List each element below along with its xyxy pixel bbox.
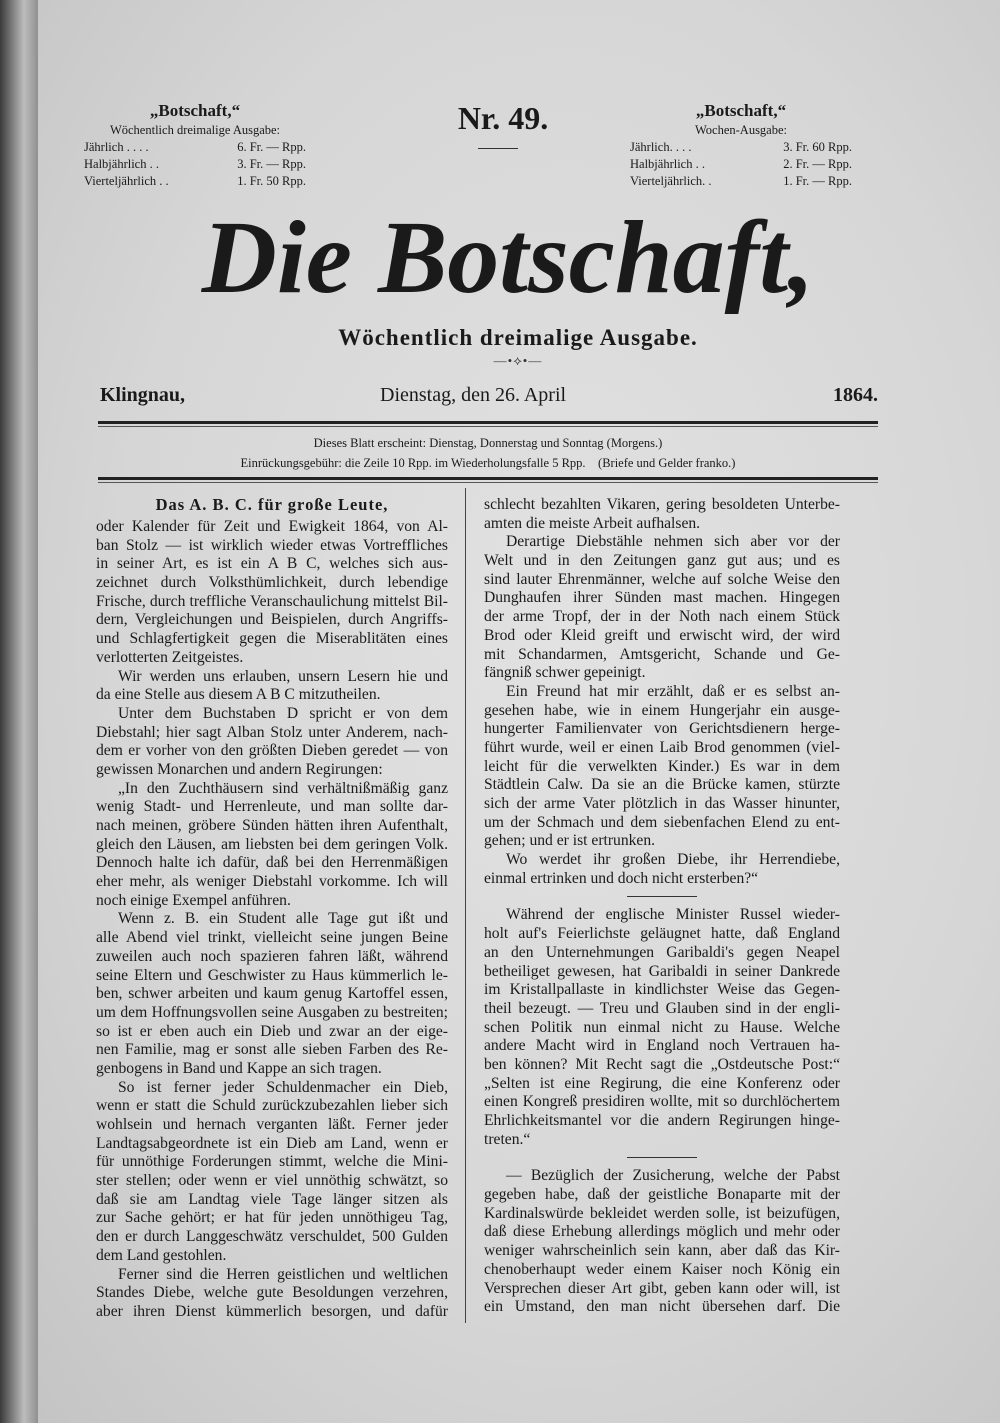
price-value: 3. Fr. 60 Rpp.	[783, 140, 852, 154]
dateline	[100, 384, 878, 410]
text-line: „In den Zuchthäusern sind verhältnißmäßig ganz	[118, 779, 448, 797]
text-line: gewissen Monarchen und andern Regirungen:	[96, 760, 383, 778]
text-line: ben können? Mit Recht sagt die „Ostdeutsche Post:“	[484, 1055, 840, 1073]
text-line: im Kristallpallaste in kindlichster Weise das Gegen-	[484, 981, 840, 999]
masthead-title: Die Botschaft,	[201, 200, 815, 315]
text-line: leicht für die verwelkten Kinder.) Es war in dem	[484, 757, 840, 775]
text-line: genbogens in Band und Kappe an sich tragen.	[96, 1059, 382, 1077]
text-line: Wo werdet ihr großen Diebe, ihr Herrendiebe,	[506, 851, 840, 869]
text-line: der arme Tropf, der in der Noth nach einem Stück	[484, 608, 840, 626]
text-line: Versprechen dieser Art gibt, geben kann oder will, ist	[484, 1279, 840, 1297]
text-line: gehen; und er ist ertrunken.	[484, 832, 656, 850]
text-line: sich der arme Vater plötzlich in das Wasser hinunter,	[484, 795, 840, 812]
issue-year: 1864.	[833, 384, 878, 406]
text-line: — Bezüglich der Zusicherung, welche der Pabst	[506, 1167, 840, 1185]
price-row	[80, 139, 310, 156]
text-line: aber ihren Dienst kümmerlich besorgen, und dafür	[96, 1302, 448, 1320]
text-line: wenig Stadt- und Herrenleute, und man sollte dar-	[96, 798, 448, 816]
text-line: alle Abend viel trinkt, vielleicht seine jungen Beine	[96, 929, 448, 947]
text-line: in seiner Art, es ist ein A B C, welches sich aus-	[96, 555, 448, 573]
price-row	[626, 173, 856, 190]
text-line: daß diese Erhebung allerdings möglich und mehr oder	[484, 1223, 840, 1241]
price-box-subtitle: Wöchentlich dreimalige Ausgabe:	[109, 123, 281, 137]
text-line: Städtlein Calw. Da sie an die Brücke kamen, stürzte	[484, 776, 840, 794]
text-line: betheiliget gewesen, hat Garibaldi in seiner Dankrede	[484, 962, 840, 980]
price-row	[626, 156, 856, 173]
paragraph	[96, 518, 448, 668]
issue-number: Nr. 49.	[457, 100, 549, 136]
text-line: hungerter Familienvater von Gerichtsdienern herge-	[484, 720, 840, 738]
text-line: seine Eltern und Geschwister zu Haus kümmerlich le-	[96, 966, 448, 984]
price-label: Vierteljährlich. .	[630, 174, 712, 188]
subscription-prices-left	[80, 100, 310, 190]
text-line: einmal ertrinken und doch nicht ersterben?“	[484, 869, 759, 887]
text-line: Brod oder Kleid greift und erwischt wird, der wird	[484, 626, 840, 644]
text-line: ster stellen; oder wenn er viel unnöthig schwätzt, so	[96, 1172, 448, 1190]
price-label: Vierteljährlich . .	[84, 174, 169, 188]
place: Klingnau,	[100, 384, 186, 406]
text-line: und Schlagfertigkeit gegen die Miserablitäten eines	[96, 630, 448, 648]
price-box-subtitle: Wochen-Ausgabe:	[694, 123, 788, 137]
text-line: „Selten ist eine Regirung, die eine Konferenz oder	[484, 1074, 840, 1092]
text-line: gesehen habe, wie in einem Hungerjahr ein ausge-	[484, 701, 840, 719]
paragraph	[96, 1266, 448, 1322]
text-line: nach meinen, gröbere Sünden hätten ihren Aufenthalt,	[96, 817, 448, 834]
text-line: Dennoch halte ich dafür, daß bei den Herrenmäßigen	[96, 854, 448, 872]
divider	[478, 148, 518, 149]
text-line: Unter dem Buchstaben D spricht er von dem	[118, 704, 448, 722]
price-row	[80, 173, 310, 190]
text-line: dern, Vergleichungen und Beispielen, durch Angriffs-	[96, 611, 448, 629]
text-line: Ferner sind die Herren geistlichen und weltlichen	[118, 1265, 448, 1283]
text-line: weniger wahrscheinlich sein kann, aber daß das Kir-	[484, 1242, 840, 1260]
text-line: Kardinalswürde bekleidet werden solle, ist beizufügen,	[484, 1204, 840, 1222]
text-line: Ehrlichkeitsmantel vor die andern Regirungen hinge-	[484, 1112, 840, 1129]
text-line: um dem Hoffnungsvollen seine Ausgaben zu bestreiten;	[96, 1003, 448, 1021]
text-line: fängniß schwer gepeinigt.	[484, 664, 646, 682]
article-heading: Das A. B. C. für große Leute,	[155, 495, 389, 514]
text-line: Ein Freund hat mir erzählt, daß er es selbst an-	[506, 682, 840, 700]
price-value: 1. Fr. 50 Rpp.	[237, 174, 306, 188]
text-line: für unnöthige Forderungen stimmt, welche die Mini-	[96, 1153, 448, 1171]
paragraph	[484, 1167, 840, 1317]
text-line: einen Kongreß presidiren wollte, mit so durchlöchertem	[484, 1093, 840, 1111]
text-line: Wenn z. B. ein Student alle Tage gut ißt und	[118, 910, 448, 928]
text-line: Während der englische Minister Russel wieder-	[506, 906, 840, 924]
text-line: gegeben habe, daß der geistliche Bonaparte mit der	[484, 1186, 840, 1204]
text-line: zeichnet durch Volksthümlichkeit, durch lebendige	[96, 574, 448, 592]
text-line: schlecht bezahlten Vikaren, gering besoldeten Unterbe-	[484, 496, 840, 513]
paragraph	[484, 533, 840, 683]
info-line: Dieses Blatt erscheint: Dienstag, Donnerstag und Sonntag (Morgens.)	[313, 436, 663, 450]
paragraph	[96, 910, 448, 1078]
price-label: Halbjährlich . .	[630, 157, 705, 171]
paragraph	[96, 705, 448, 780]
paragraph	[484, 683, 840, 851]
text-line: chenoberhaupt weder einem Kaiser noch König ein	[484, 1260, 840, 1278]
text-line: ben, schwer arbeiten und kaum genug Kartoffel essen,	[96, 985, 448, 1003]
price-value: 6. Fr. — Rpp.	[237, 140, 306, 154]
text-line: amten die meiste Arbeit aufhalsen.	[484, 514, 701, 532]
text-line: Wir werden uns erlauben, unsern Lesern hie und	[118, 667, 448, 685]
text-line: daß sie am Landtag viele Tage länger sitzen als	[96, 1190, 448, 1208]
text-line: um der Schmach und dem siebenfachen Elend zu ent-	[484, 813, 840, 831]
text-line: schen Politik nun einmal nicht zu Hause. Welche	[484, 1018, 840, 1036]
price-value: 3. Fr. — Rpp.	[237, 157, 306, 171]
text-line: zur Sache gehört; er hat für jeden unnöthigeu Tag,	[96, 1209, 448, 1227]
text-line: zuweilen auch noch spazieren fahren läßt, während	[96, 947, 448, 965]
text-line: den er durch Langgeschwätz verschuldet, 500 Gulden	[96, 1228, 448, 1246]
paragraph	[484, 906, 840, 1149]
text-line: wenn er statt die Schuld zurückzubezahlen lieber sich	[96, 1097, 448, 1115]
text-line: Dunghaufen ihrer Sünden mast machen. Hingegen	[484, 589, 840, 607]
paragraph	[484, 851, 840, 888]
text-line: da eine Stelle aus diesem A B C mitzutheilen.	[96, 686, 381, 704]
price-row	[80, 156, 310, 173]
price-box-title: „Botschaft,“	[149, 101, 241, 120]
paragraph	[96, 1079, 448, 1266]
price-box-title: „Botschaft,“	[695, 101, 787, 120]
paragraph	[484, 496, 840, 533]
info-line: Einrückungsgebühr: die Zeile 10 Rpp. im Wiederholungsfalle 5 Rpp. (Briefe und Gelder franko.)	[240, 456, 736, 470]
price-label: Jährlich . . . .	[84, 140, 149, 154]
text-line: sind lauter Ehrenmänner, welche auf solche Weise den	[484, 570, 840, 588]
text-line: ban Stolz — ist wirklich wieder etwas Vortreffliches	[96, 536, 448, 554]
price-row	[626, 139, 856, 156]
column-separator	[465, 488, 466, 1323]
price-value: 1. Fr. — Rpp.	[783, 174, 852, 188]
text-line: oder Kalender für Zeit und Ewigkeit 1864, von Al-	[96, 518, 448, 535]
text-line: eher mehr, als weniger Diebstahl vorkomme. Ich will	[96, 873, 448, 891]
publication-info	[98, 433, 878, 473]
text-line: noch einige Exempel anführen.	[96, 891, 291, 909]
text-line: gleich den Läusen, am liebsten bei dem geringen Volk.	[96, 835, 448, 853]
text-line: mit Schandarmen, Amtsgericht, Schande und Ge-	[484, 645, 840, 663]
text-line: dem er vorher von den größten Dieben geredet — von	[96, 742, 448, 760]
text-line: führt wurde, weil er einen Laib Brod genommen (viel-	[484, 738, 840, 756]
article-divider	[627, 1157, 697, 1158]
paragraph	[96, 780, 448, 911]
text-line: Derartige Diebstähle nehmen sich aber vor der	[506, 533, 840, 551]
text-line: Landtagsabgeordnete ist ein Dieb am Land, wenn er	[96, 1134, 448, 1152]
column-left	[96, 496, 448, 1322]
text-line: Standes Diebe, welche gute Besoldungen verzehren,	[96, 1284, 448, 1302]
text-line: nen Familie, mag er sonst alle sieben Farben des Re-	[96, 1041, 448, 1059]
price-value: 2. Fr. — Rpp.	[783, 157, 852, 171]
text-line: treten.“	[484, 1130, 531, 1148]
text-line: Frische, durch treffliche Veranschaulichung mittelst Bil-	[96, 592, 448, 610]
text-line: Welt und in den Zeitungen ganz gut aus; und es	[484, 552, 840, 570]
text-line: Diebstahl; hier sagt Alban Stolz unter Anderem, nach-	[96, 723, 448, 741]
paragraph	[96, 668, 448, 705]
text-line: theil bezeugt. — Treu und Glauben sind in der engli-	[484, 999, 840, 1017]
article-divider	[627, 896, 697, 897]
text-line: an den Unternehmungen Garibaldi's gegen Neapel	[484, 943, 840, 961]
text-line: dem Land gestohlen.	[96, 1246, 227, 1264]
text-line: So ist ferner jeder Schuldenmacher ein Dieb,	[118, 1078, 448, 1096]
issue-date: Dienstag, den 26. April	[380, 384, 567, 406]
text-line: ein Umstand, den man nicht übersehen darf. Die	[484, 1298, 840, 1316]
double-rule	[98, 421, 878, 427]
ornament-divider: —•⟡•—	[493, 353, 543, 368]
text-line: verlotterten Zeitgeistes.	[96, 648, 244, 666]
double-rule	[98, 477, 878, 483]
column-right	[484, 496, 840, 1317]
subscription-prices-right	[626, 100, 856, 190]
price-label: Halbjährlich . .	[84, 157, 159, 171]
price-label: Jährlich. . . .	[630, 140, 692, 154]
previous-page-edge	[0, 0, 40, 1423]
text-line: andere Macht wird in England noch Vertrauen ha-	[484, 1037, 840, 1055]
text-line: so ist er eben auch ein Dieb und zwar an der eige-	[96, 1022, 448, 1040]
text-line: wohlsein und hernach verganten läßt. Ferner jeder	[96, 1116, 448, 1133]
text-line: holt auf's Feierlichste geläugnet hatte, daß England	[484, 925, 840, 943]
newspaper-page	[38, 0, 1000, 1423]
masthead-subtitle: Wöchentlich dreimalige Ausgabe.	[338, 325, 698, 350]
